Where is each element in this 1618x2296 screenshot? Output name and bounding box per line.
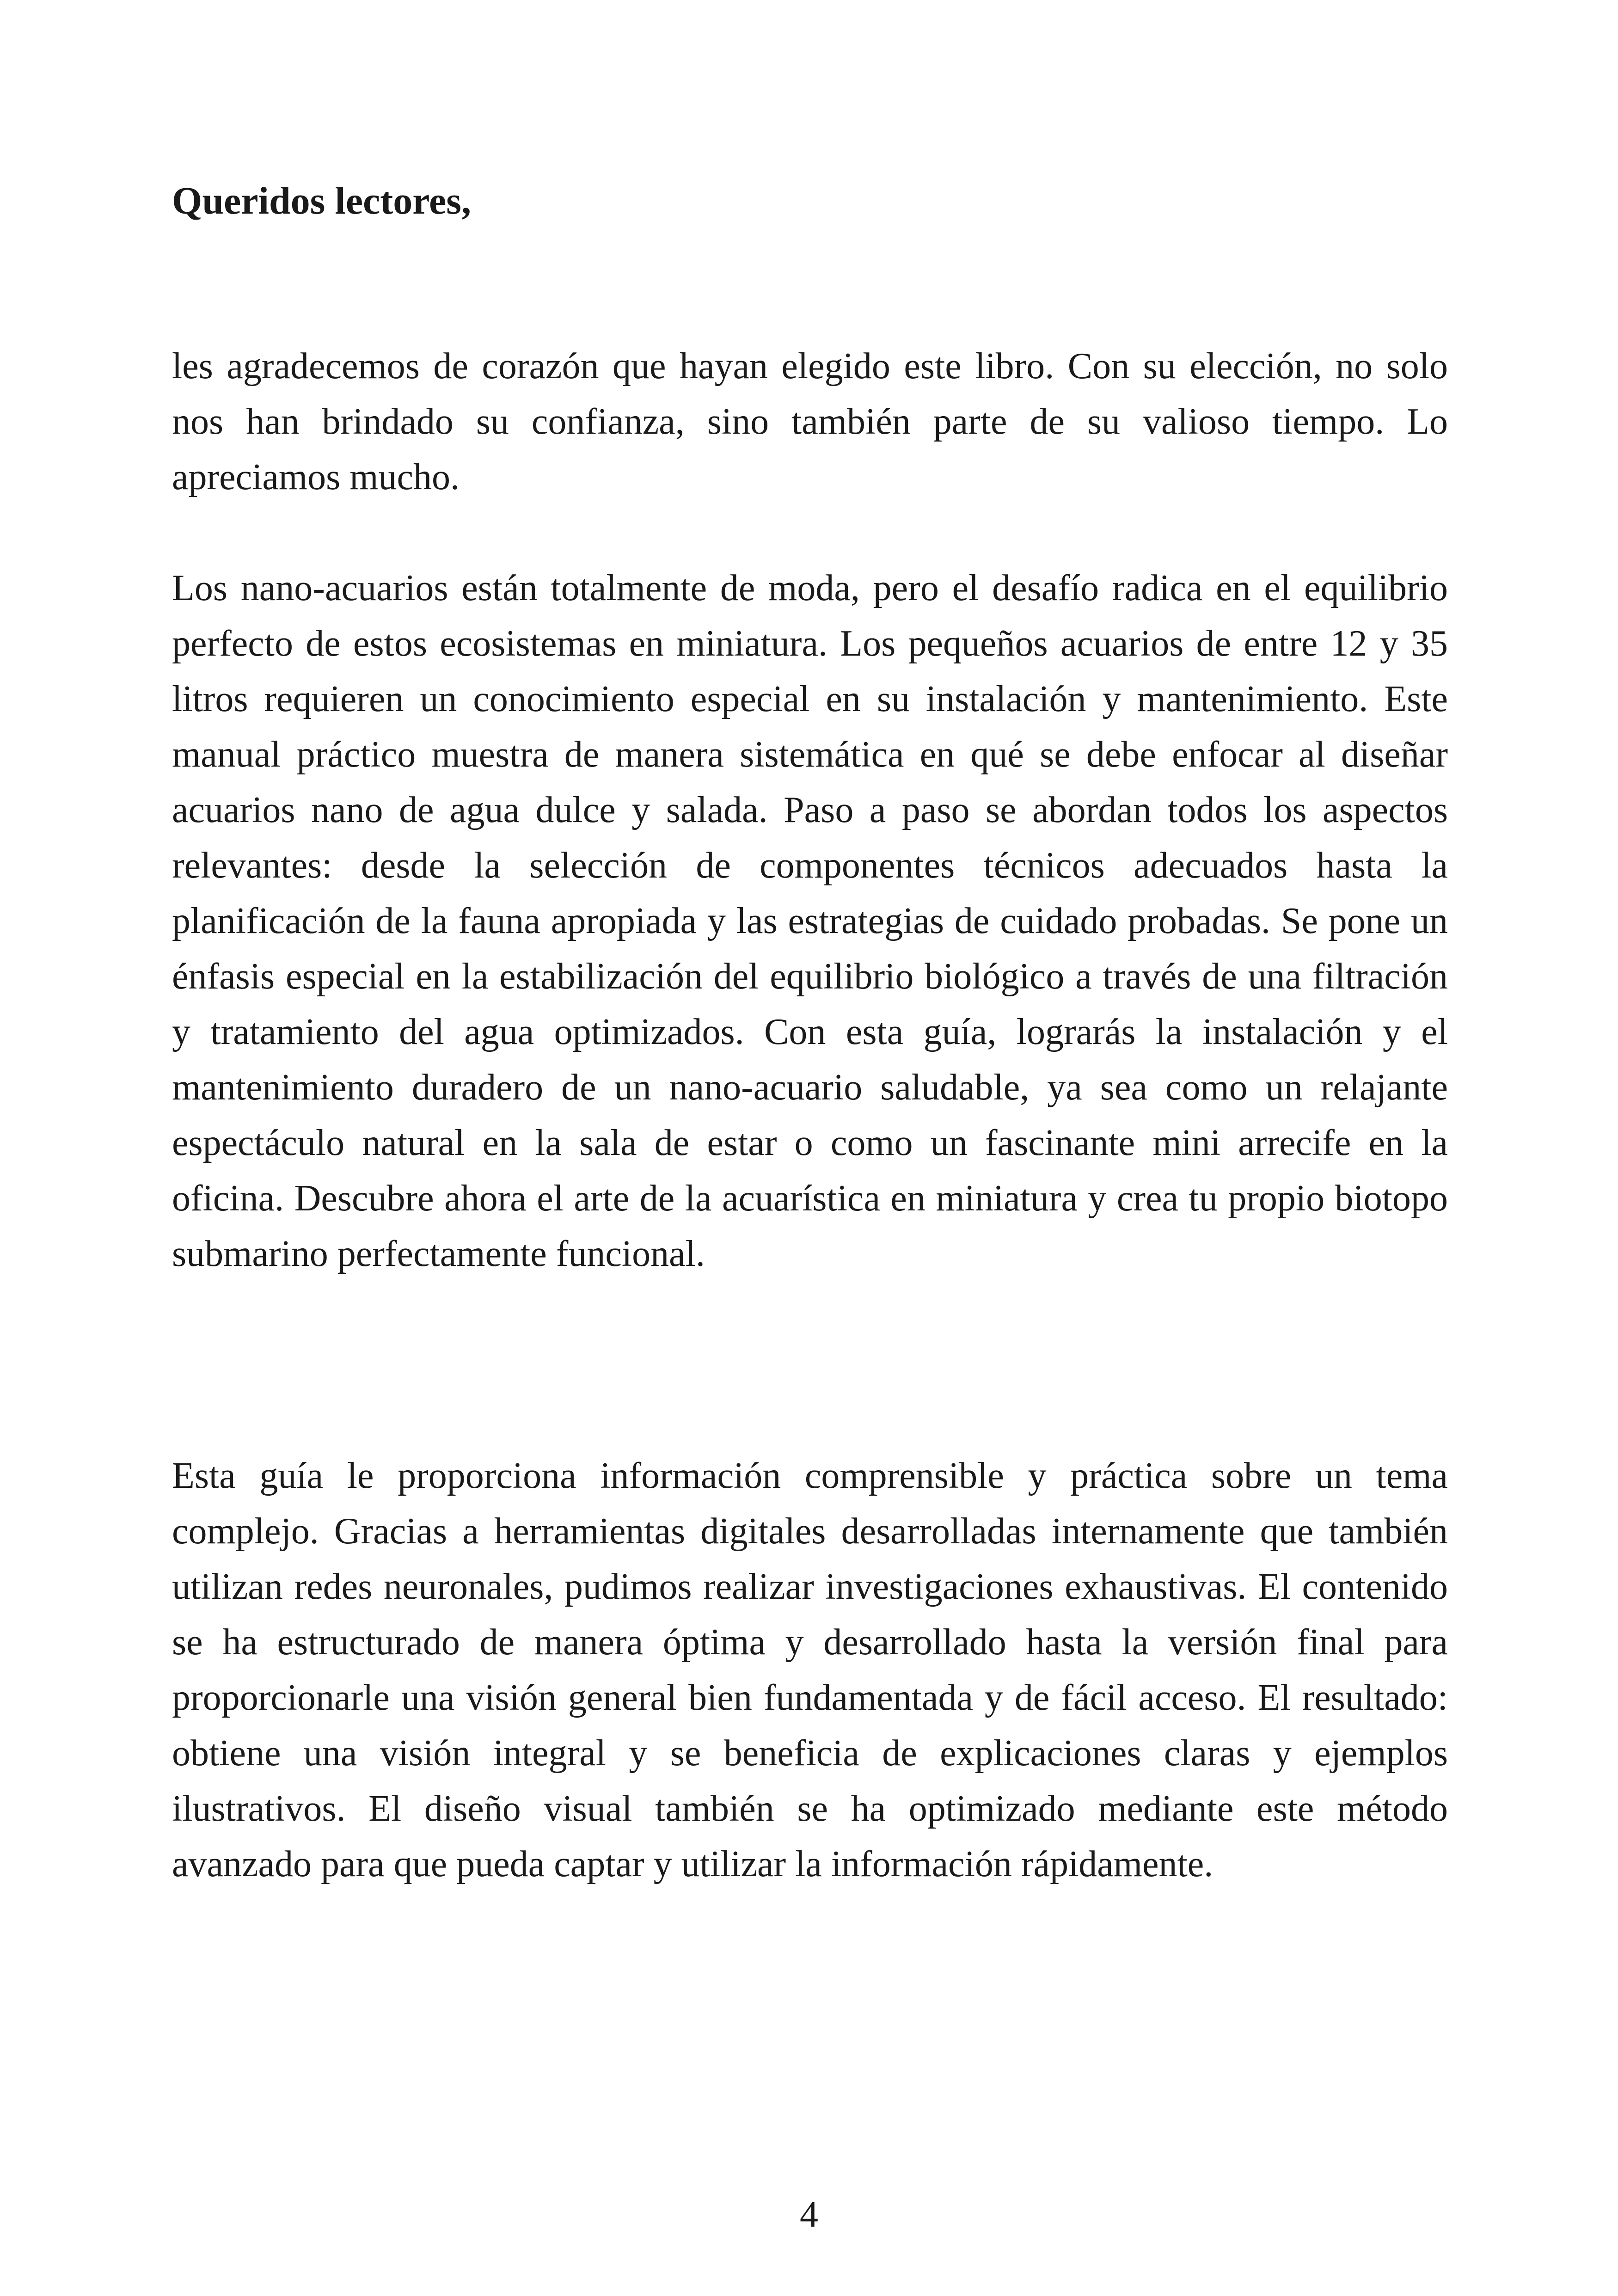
greeting-heading: Queridos lectores, xyxy=(172,179,471,222)
paragraph-gratitude: les agradecemos de corazón que hayan elegido este libro. Con su elección, no solo nos han brindado su confianza, sino también parte de su valioso tiempo. Lo apreciamos mucho. xyxy=(172,346,1448,497)
paragraph-guide-method: Esta guía le proporciona información comprensible y práctica sobre un tema complejo. Gracias a herramientas digitales desarrolladas internamente que también utilizan redes neuronales, pudimos realizar investigaciones exhaustivas. El contenido se ha estructurado de manera óptima y desarrollado hasta la versión final para proporcionarle una visión general bien fundamentada y de fácil acceso. El resultado: obtiene una visión integral y se beneficia de explicaciones claras y ejemplos ilustrativos. El diseño visual también se ha optimizado mediante este método avanzado para que pueda captar y utilizar la información rápidamente. xyxy=(172,1455,1448,1885)
page-number: 4 xyxy=(800,2194,818,2235)
paragraph-nano-aquariums: Los nano-acuarios están totalmente de moda, pero el desafío radica en el equilibrio perfecto de estos ecosistemas en miniatura. Los pequeños acuarios de entre 12 y 35 litros requieren un conocimiento especial en su instalación y mantenimiento. Este manual práctico muestra de manera sistemática en qué se debe enfocar al diseñar acuarios nano de agua dulce y salada. Paso a paso se abordan todos los aspectos relevantes: desde la selección de componentes técnicos adecuados hasta la planificación de la fauna apropiada y las estrategias de cuidado probadas. Se pone un énfasis especial en la estabilización del equilibrio biológico a través de una filtración y tratamiento del agua optimizados. Con esta guía, lograrás la instalación y el mantenimiento duradero de un nano-acuario saludable, ya sea como un relajante espectáculo natural en la sala de estar o como un fascinante mini arrecife en la oficina. Descubre ahora el arte de la acuarística en miniatura y crea tu propio biotopo submarino perfectamente funcional. xyxy=(172,568,1448,1274)
